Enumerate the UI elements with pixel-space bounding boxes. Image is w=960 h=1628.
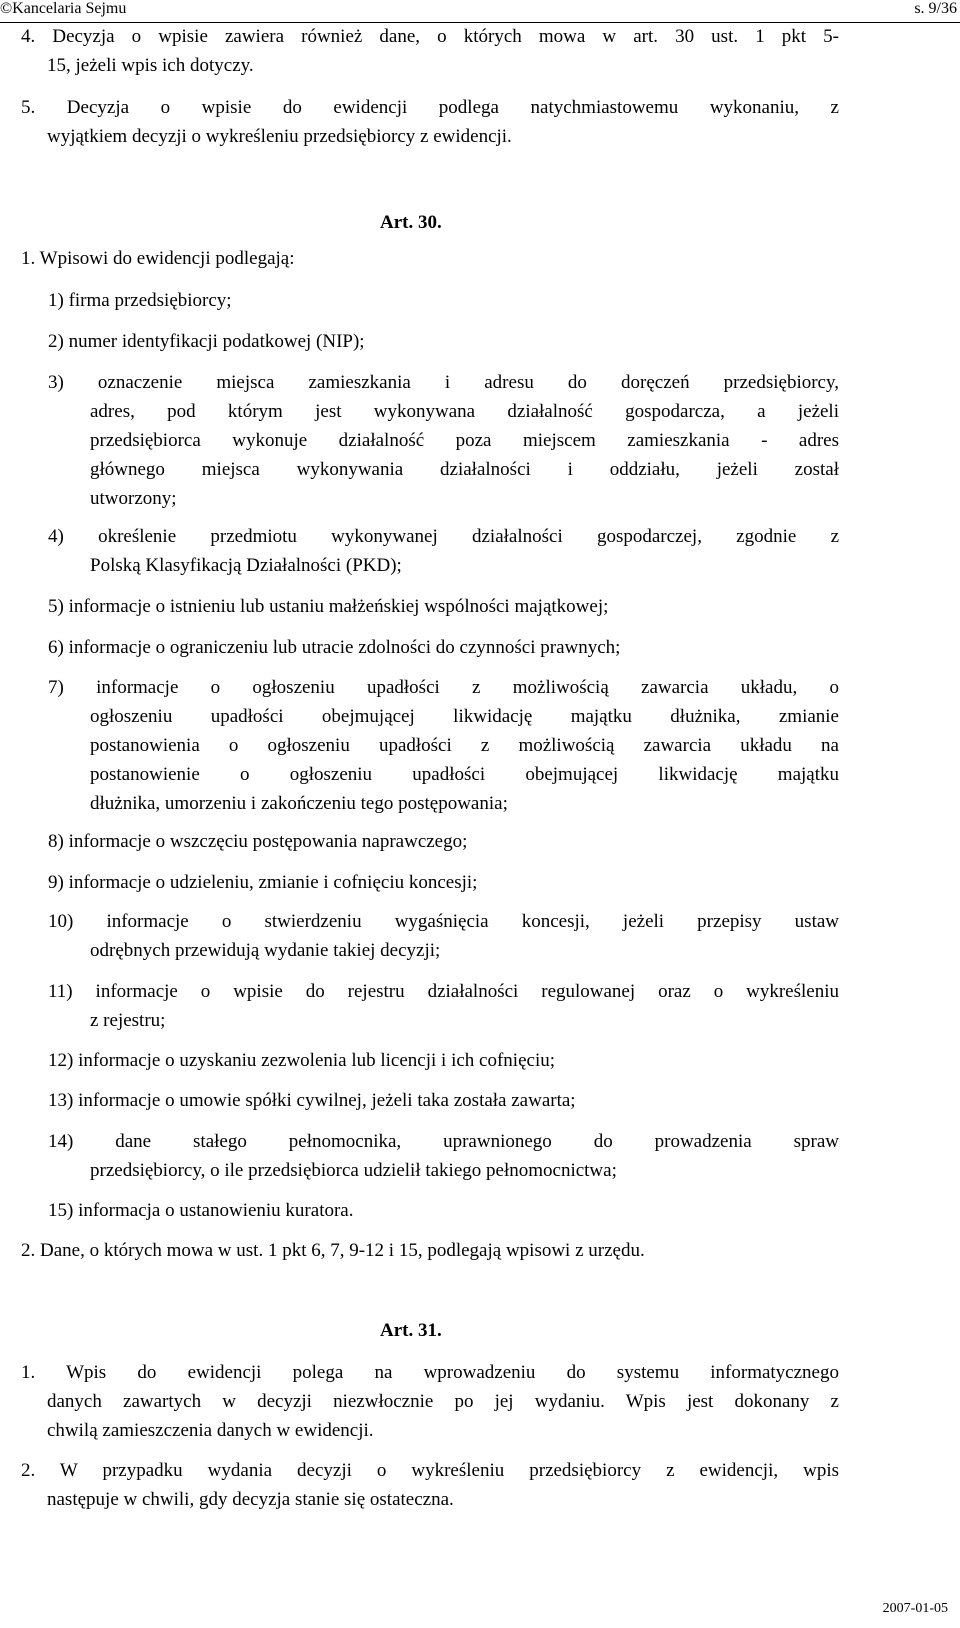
point-6: 6) informacje o ograniczeniu lub utracie zdolności do czynności prawnych; bbox=[48, 637, 621, 658]
point-9: 9) informacje o udzieleniu, zmianie i cofnięciu koncesji; bbox=[48, 872, 478, 893]
article-31-paragraph-2: 2. W przypadku wydania decyzji o wykreśleniu przedsiębiorcy z ewidencji, wpis następuje w chwili, gdy decyzja stanie się ostateczna. bbox=[21, 1460, 839, 1510]
page-header bbox=[0, 0, 960, 23]
footer-date: 2007-01-05 bbox=[882, 1601, 948, 1616]
article-31-title: Art. 31. bbox=[380, 1320, 442, 1341]
article-30-paragraph-2: 2. Dane, o których mowa w ust. 1 pkt 6, 7, 9-12 i 15, podlegają wpisowi z urzędu. bbox=[21, 1240, 645, 1261]
article-30-title: Art. 30. bbox=[380, 212, 442, 233]
article-31-paragraph-1: 1. Wpis do ewidencji polega na wprowadzeniu do systemu informatycznego danych zawartych w decyzji niezwłocznie po jej wydaniu. Wpis jest dokonany z chwilą zamieszczenia danych w ewidencji. bbox=[21, 1362, 839, 1441]
point-14: 14) dane stałego pełnomocnika, uprawnionego do prowadzenia spraw przedsiębiorcy, o ile przedsiębiorca udzielił takiego pełnomocnictwa; bbox=[48, 1131, 839, 1181]
point-7: 7) informacje o ogłoszeniu upadłości z możliwością zawarcia układu, o ogłoszeniu upadłości obejmującej likwidację majątku dłużnika, zmianie postanowienia o ogłoszeniu upadłości z możliwością zawarcia układu na postanowienie o ogłoszeniu upadłości obejmującej likwidację majątku dłużnika, umorzeniu i zakończeniu tego postępowania; bbox=[48, 677, 839, 814]
point-1: 1) firma przedsiębiorcy; bbox=[48, 290, 232, 311]
point-10: 10) informacje o stwierdzeniu wygaśnięcia koncesji, jeżeli przepisy ustaw odrębnych przewidują wydanie takiej decyzji; bbox=[48, 911, 839, 961]
point-12: 12) informacje o uzyskaniu zezwolenia lub licencji i ich cofnięciu; bbox=[48, 1050, 555, 1071]
header-page-number: s. 9/36 bbox=[914, 0, 957, 17]
paragraph-5: 5. Decyzja o wpisie do ewidencji podlega natychmiastowemu wykonaniu, z wyjątkiem decyzji o wykreśleniu przedsiębiorcy z ewidencji. bbox=[21, 97, 839, 147]
point-11: 11) informacje o wpisie do rejestru działalności regulowanej oraz o wykreśleniu z rejestru; bbox=[48, 981, 839, 1031]
paragraph-4: 4. Decyzja o wpisie zawiera również dane, o których mowa w art. 30 ust. 1 pkt 5- 15, jeżeli wpis ich dotyczy. bbox=[21, 26, 839, 76]
point-2: 2) numer identyfikacji podatkowej (NIP); bbox=[48, 331, 365, 352]
article-30-intro: 1. Wpisowi do ewidencji podlegają: bbox=[21, 248, 295, 269]
point-15: 15) informacja o ustanowieniu kuratora. bbox=[48, 1200, 354, 1221]
point-3: 3) oznaczenie miejsca zamieszkania i adresu do doręczeń przedsiębiorcy, adres, pod którym jest wykonywana działalność gospodarcza, a jeżeli przedsiębiorca wykonuje działalność poza miejscem zamieszkania - adres głównego miejsca wykonywania działalności i oddziału, jeżeli został utworzony; bbox=[48, 372, 839, 509]
header-source: ©Kancelaria Sejmu bbox=[0, 0, 127, 17]
point-5: 5) informacje o istnieniu lub ustaniu małżeńskiej wspólności majątkowej; bbox=[48, 596, 609, 617]
point-4: 4) określenie przedmiotu wykonywanej działalności gospodarczej, zgodnie z Polską Klasyfikacją Działalności (PKD); bbox=[48, 526, 839, 576]
point-13: 13) informacje o umowie spółki cywilnej, jeżeli taka została zawarta; bbox=[48, 1090, 576, 1111]
point-8: 8) informacje o wszczęciu postępowania naprawczego; bbox=[48, 831, 468, 852]
